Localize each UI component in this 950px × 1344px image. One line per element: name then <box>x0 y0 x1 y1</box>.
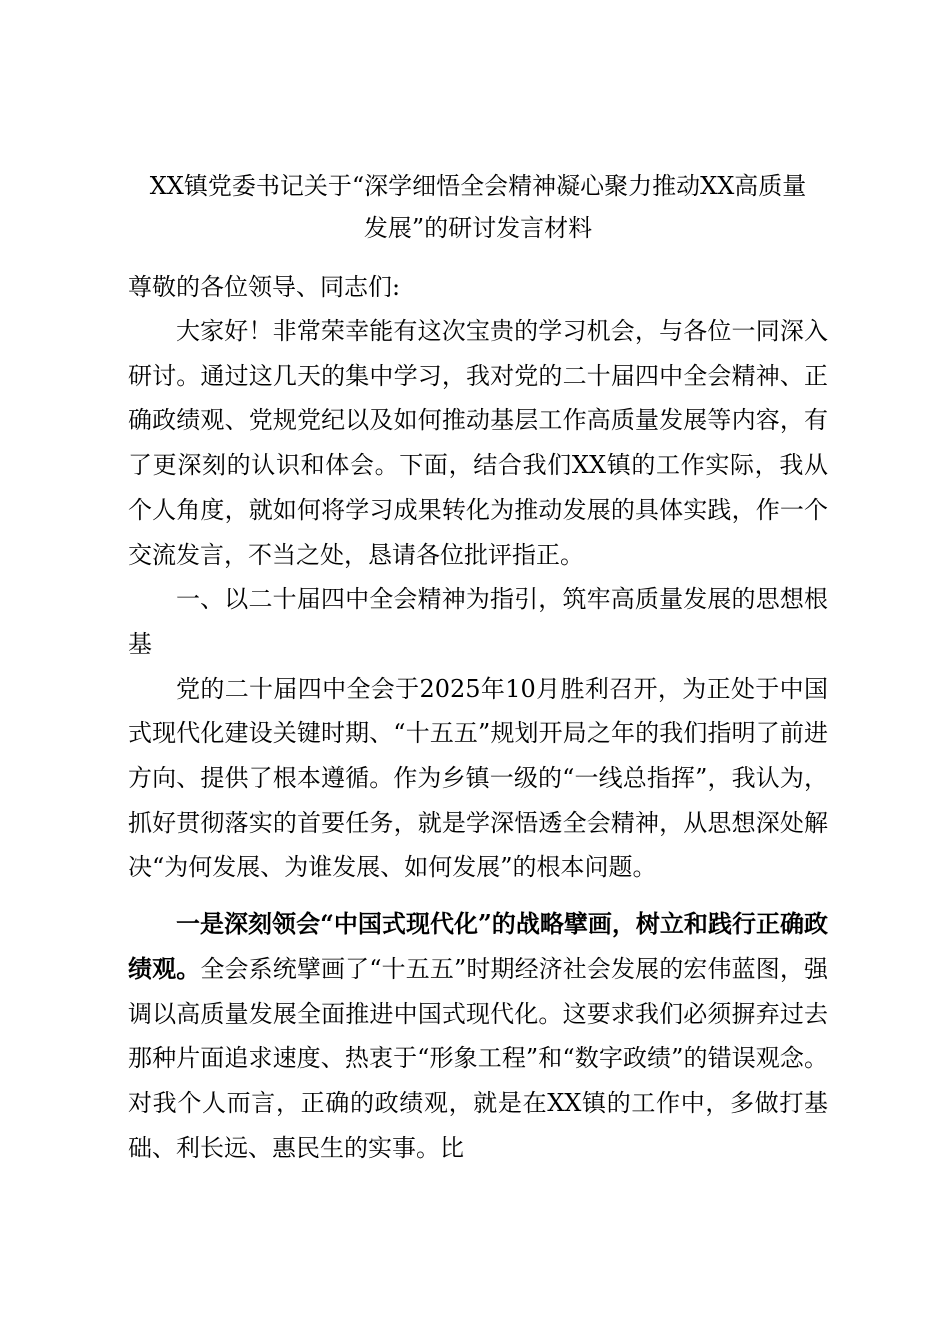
title-line-2: 发展”的研讨发言材料 <box>363 214 593 242</box>
section-heading-1: 一、以二十届四中全会精神为指引，筑牢高质量发展的思想根基 <box>128 585 828 658</box>
point-1-body: 全会系统擘画了“十五五”时期经济社会发展的宏伟蓝图，强调以高质量发展全面推进中国式现代化。这要求我们必须摒弃过去那种片面追求速度、热衷于“形象工程”和“数字政绩”的错误观念。对我个人而言，正确的政绩观，就是在XX镇的工作中，多做打基础、利长远、惠民生的实事。比 <box>128 954 828 1162</box>
document-title <box>128 165 828 249</box>
title-line-1: XX镇党委书记关于“深学细悟全会精神凝心聚力推动XX高质量 <box>149 172 807 200</box>
section-1-paragraph: 党的二十届四中全会于2025年10月胜利召开，为正处于中国式现代化建设关键时期、“十五五”规划开局之年的我们指明了前进方向、提供了根本遵循。作为乡镇一级的“一线总指挥”，我认为，抓好贯彻落实的首要任务，就是学深悟透全会精神，从思想深处解决“为何发展、为谁发展、如何发展”的根本问题。 <box>128 674 828 882</box>
point-1-paragraph <box>128 902 828 1170</box>
point-1-lead: 一是深刻领会“中国式现代化”的战略擘画，树立和践行正确政绩观。 <box>128 909 828 983</box>
intro-paragraph: 大家好！非常荣幸能有这次宝贵的学习机会，与各位一同深入研讨。通过这几天的集中学习，我对党的二十届四中全会精神、正确政绩观、党规党纪以及如何推动基层工作高质量发展等内容，有了更深刻的认识和体会。下面，结合我们XX镇的工作实际，我从个人角度，就如何将学习成果转化为推动发展的具体实践，作一个交流发言，不当之处，恳请各位批评指正。 <box>128 317 828 569</box>
document-page <box>128 165 828 1170</box>
salutation: 尊敬的各位领导、同志们: <box>128 273 401 301</box>
